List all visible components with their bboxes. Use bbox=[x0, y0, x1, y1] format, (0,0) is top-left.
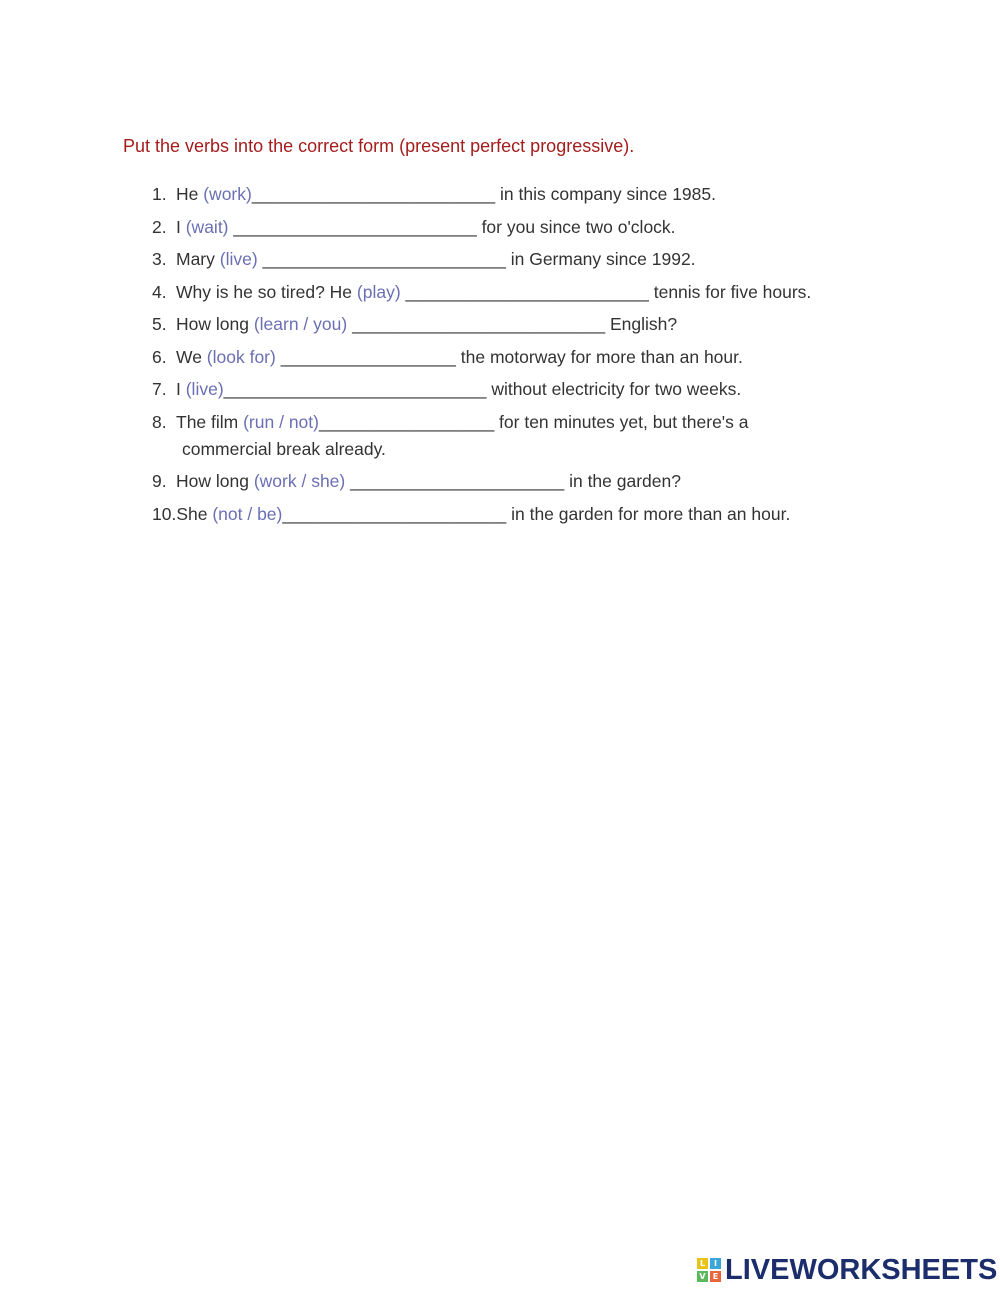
logo-text: LIVEWORKSHEETS bbox=[725, 1253, 998, 1286]
exercise-item bbox=[152, 214, 811, 241]
exercise-item bbox=[152, 246, 811, 273]
item-number: 7. bbox=[152, 379, 167, 399]
item-text-before: The film bbox=[176, 411, 244, 432]
item-text-after: for you since two o'clock. bbox=[476, 216, 676, 237]
answer-blank[interactable]: ______________________ bbox=[345, 471, 565, 491]
item-text-before: She bbox=[176, 503, 213, 524]
instruction-text: Put the verbs into the correct form (present perfect progressive). bbox=[123, 136, 635, 156]
item-text-after: for ten minutes yet, but there's a bbox=[494, 411, 749, 432]
item-text-before: He bbox=[176, 184, 204, 204]
item-number: 2. bbox=[152, 216, 167, 237]
item-number: 1. bbox=[152, 184, 167, 204]
item-text-after: without electricity for two weeks. bbox=[486, 379, 742, 399]
verb-hint: (play) bbox=[356, 281, 401, 302]
item-number: 5. bbox=[152, 314, 167, 334]
answer-blank[interactable]: _________________________ bbox=[257, 249, 506, 269]
item-text-continuation: commercial break already. bbox=[182, 438, 386, 459]
verb-hint: (look for) bbox=[206, 346, 276, 367]
answer-blank[interactable]: _________________________ bbox=[251, 184, 496, 204]
answer-blank[interactable]: _________________________ bbox=[228, 216, 477, 237]
exercise-item bbox=[152, 409, 811, 463]
exercise-item bbox=[152, 376, 811, 403]
item-text-before: How long bbox=[176, 471, 254, 491]
answer-blank[interactable]: __________________ bbox=[275, 346, 456, 367]
item-text-after: tennis for five hours. bbox=[648, 281, 812, 302]
exercise-item bbox=[152, 279, 811, 306]
item-text-before: Mary bbox=[176, 249, 220, 269]
item-text-after: in the garden for more than an hour. bbox=[506, 503, 791, 524]
exercise-item bbox=[152, 468, 811, 495]
item-text-before: How long bbox=[176, 314, 254, 334]
logo-badge-letter: I bbox=[710, 1258, 721, 1269]
item-text-after: in Germany since 1992. bbox=[505, 249, 696, 269]
exercise-item bbox=[152, 181, 811, 208]
verb-hint: (live) bbox=[219, 249, 258, 269]
item-text-before: We bbox=[176, 346, 207, 367]
item-text-before: Why is he so tired? He bbox=[176, 281, 357, 302]
logo-badge-icon bbox=[697, 1258, 721, 1282]
answer-blank[interactable]: ___________________________ bbox=[223, 379, 487, 399]
item-text-after: in this company since 1985. bbox=[495, 184, 716, 204]
logo-badge-letter: L bbox=[697, 1258, 708, 1269]
verb-hint: (learn / you) bbox=[253, 314, 348, 334]
item-text-before: I bbox=[176, 216, 186, 237]
answer-blank[interactable]: _______________________ bbox=[282, 503, 507, 524]
verb-hint: (wait) bbox=[185, 216, 229, 237]
exercise-list bbox=[152, 181, 811, 533]
exercise-item bbox=[152, 344, 811, 371]
answer-blank[interactable]: __________________ bbox=[318, 411, 495, 432]
answer-blank[interactable]: _________________________ bbox=[400, 281, 649, 302]
verb-hint: (not / be) bbox=[212, 503, 283, 524]
exercise-item bbox=[152, 311, 811, 338]
item-number: 6. bbox=[152, 346, 167, 367]
verb-hint: (run / not) bbox=[243, 411, 319, 432]
item-text-after: English? bbox=[605, 314, 678, 334]
answer-blank[interactable]: __________________________ bbox=[347, 314, 606, 334]
item-number: 8. bbox=[152, 411, 167, 432]
item-text-after: in the garden? bbox=[564, 471, 681, 491]
verb-hint: (live) bbox=[185, 379, 224, 399]
item-number: 3. bbox=[152, 249, 167, 269]
verb-hint: (work / she) bbox=[253, 471, 346, 491]
logo-badge-letter: V bbox=[697, 1271, 708, 1282]
item-number: 10. bbox=[152, 503, 177, 524]
item-number: 4. bbox=[152, 281, 167, 302]
logo-badge-letter: E bbox=[710, 1271, 721, 1282]
item-text-before: I bbox=[176, 379, 186, 399]
verb-hint: (work) bbox=[203, 184, 252, 204]
item-text-after: the motorway for more than an hour. bbox=[455, 346, 743, 367]
exercise-item bbox=[152, 501, 811, 528]
item-number: 9. bbox=[152, 471, 167, 491]
liveworksheets-logo bbox=[697, 1255, 997, 1285]
